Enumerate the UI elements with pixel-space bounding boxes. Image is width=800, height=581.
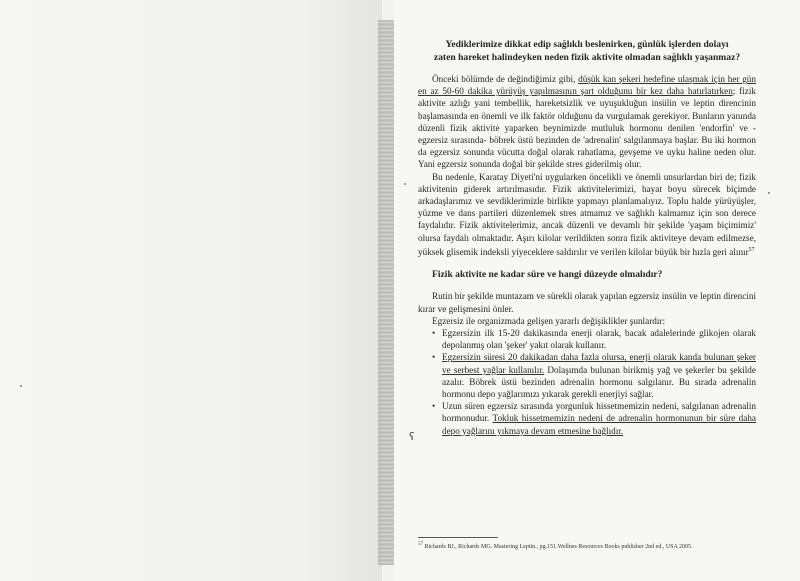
paragraph-1: Önceki bölümde de değindiğimiz gibi, düşük kan şekeri hedefine ulaşmak için her gün en az 50-60 dakika yürüyüş yapılmasının şart olduğunu bir kez daha hatırlatırken; fizik aktivite azlığı yani tembellik, hareketsizlik ve uyuşukluğun insülin ve leptin direncinin başlamasında en önemli ve ilk faktör olduğunu da vurgulamak gerekiyor. Bunların yanında düzenli fizik aktivite yaparken beynimizde mutluluk hormonu denilen 'endorfin' ve -egzersiz sırasında- böbrek üstü bezinden de 'adrenalin' salgılanmaya başlar. Bu iki hormon da egzersiz sonunda vücutta doğal olarak rahatlama, gevşeme ve uyku haline neden olur. Yani egzersiz sonunda doğal bir şekilde stres giderilmiş olur.	[418, 74, 756, 170]
footnote: $^{57}$ Richards BJ., Richards MG. Mastering Leptin., pg.151.Wellnes Resources Books publisher 2nd ed., USA 2005.	[418, 542, 693, 550]
benefit-list	[418, 327, 756, 437]
footnote-divider	[418, 537, 498, 538]
footnote-ref: 57	[748, 246, 755, 253]
paragraph-4: Egzersiz ile organizmada gelişen yararlı değişiklikler şunlardır:	[432, 315, 666, 326]
scan-speck	[404, 183, 406, 185]
scan-speck	[20, 385, 22, 387]
book-gutter	[378, 20, 394, 565]
left-page-blank	[0, 0, 382, 581]
list-item: • Uzun süren egzersiz sırasında yorgunluk hissetmemizin nedeni, salgılanan adrenalin hormonudur. Tokluk hissetmemizin nedeni de adrenalin hormonunun bir süre daha depo yağlarını yıkmaya devam etmesine bağlıdır.	[442, 400, 756, 437]
paragraph-2: Bu nedenle, Karatay Diyeti'ni uygularken öncelikli ve önemli unsurlardan biri de; fizik aktivitenin giderek artırılmasıdır. Fizik aktivitelerimizi, hayat boyu sürecek biçimde arkadaşlarımız ve sevdiklerimizle birlikte yapmayı planlamalıyız. Toplu halde yürüyüşler, yüzme ve dans partileri düzenlemek stres atmamız ve sağlıklı kalmamız için son derece faydalıdır. Fizik aktivitelerimiz, ancak düzenli ve devamlı bir şekilde 'yaşam biçimimiz' olursa faydalı olmaktadır. Aşırı kilolar verildikten sonra fizik aktiviteye devam edilmezse, yüksek glisemik indeksli yiyeceklere saldırılır ve verilen kilolar büyük bir hızla geri alınır$^{57}$	[418, 171, 756, 257]
page-title	[418, 38, 756, 64]
list-item: • Egzersizin ilk 15-20 dakikasında enerji olarak, bacak adalelerinde glikojen olarak depolanmış olan 'şeker' yakıt olarak kullanır.	[442, 327, 756, 351]
pen-mark-icon: ʕ	[409, 430, 415, 443]
title-line-2: zaten hareket halindeyken neden fizik aktivite olmadan sağlıklı yaşanmaz?	[433, 52, 741, 63]
list-item: • Egzersizin süresi 20 dakikadan daha fazla olursa, enerji olarak kanda bulunan şeker ve serbest yağlar kullanılır. Dolaşımda bulunan birikmiş yağ ve şekerler bu şekilde azalır. Böbrek üstü bezinden adrenalin hormonu salgılanır. Bu sırada adrenalin hormonu depo yağlarımızı yıkarak gerekli enerjiyi sağlar.	[442, 351, 756, 400]
scan-speck	[768, 192, 770, 194]
title-line-1: Yediklerimize dikkat edip sağlıklı beslenirken, günlük işlerden dolayı	[445, 39, 729, 50]
underlined-passage: düşük kan şekeri hedefine ulaşmak için her gün en az 50-60 dakika yürüyüş yapılmasının şart olduğunu bir kez daha hatırlatırken	[418, 74, 756, 97]
paragraph-3: Rutin bir şekilde muntazam ve sürekli olarak yapılan egzersiz insülin ve leptin direncini kırar ve gelişmesini önler.	[418, 291, 756, 314]
section-heading: Fizik aktivite ne kadar süre ve hangi düzeyde olmalıdır?	[432, 269, 663, 281]
page-content	[418, 38, 756, 437]
